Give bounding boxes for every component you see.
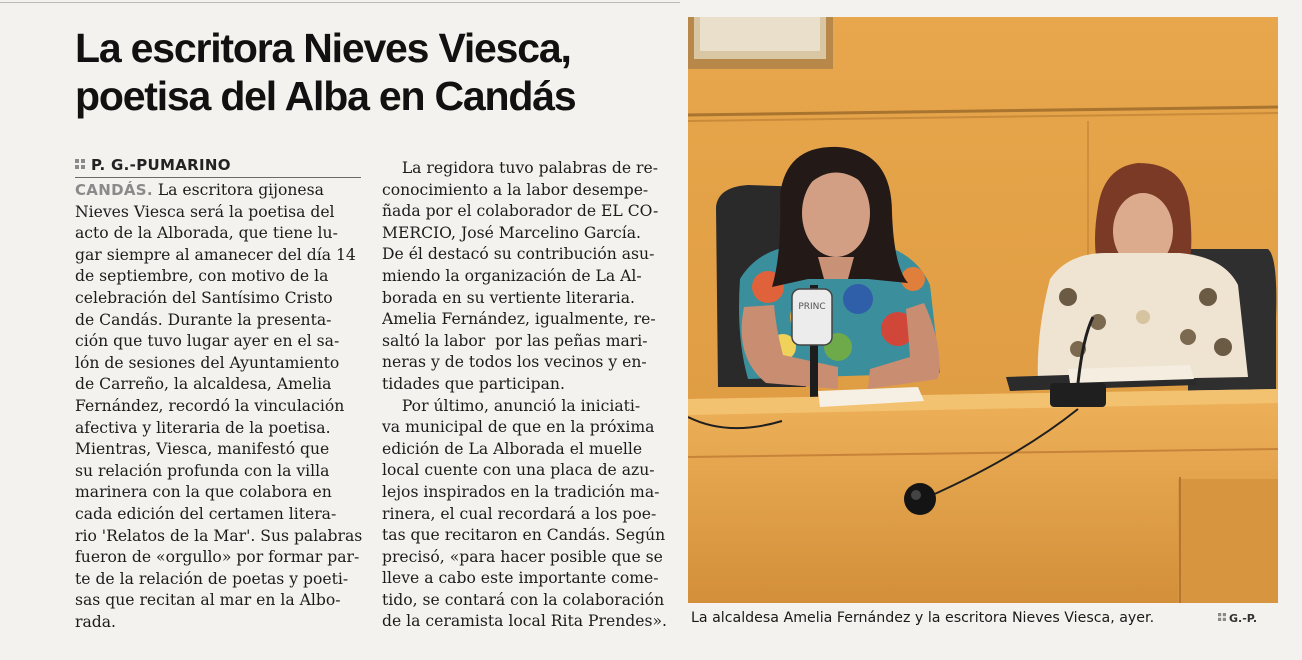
article-line: lejos inspirados en la tradición ma-: [382, 482, 660, 501]
article-line: de Candás. Durante la presenta-: [75, 310, 332, 329]
article-column-2: [382, 158, 668, 633]
article-line: miendo la organización de La Al-: [382, 266, 642, 285]
article-line: rada.: [75, 612, 116, 631]
article-line: marinera con la que colabora en: [75, 483, 332, 502]
article-line: tido, se contará con la colaboración: [382, 590, 665, 609]
article-line: gar siempre al amanecer del día 14: [75, 245, 356, 264]
article-line: Por último, anunció la iniciati-: [382, 396, 641, 415]
article-line: ción que tuvo lugar ayer en el sa-: [75, 332, 340, 351]
article-line: celebración del Santísimo Cristo: [75, 288, 333, 307]
article-line: La regidora tuvo palabras de re-: [382, 159, 659, 177]
photo-credit: [1218, 612, 1257, 625]
headline: [75, 24, 675, 120]
dateline: CANDÁS.: [75, 181, 153, 199]
article-line: acto de la Alborada, que tiene lu-: [75, 224, 338, 243]
article-line: afectiva y literaria de la poetisa.: [75, 418, 331, 437]
article-line: de la ceramista local Rita Prendes».: [382, 612, 667, 631]
article-line: Fernández, recordó la vinculación: [75, 396, 345, 415]
news-photo: [688, 17, 1278, 603]
article-line: tidades que participan.: [382, 374, 565, 393]
headline-line-1: La escritora Nieves Viesca,: [75, 25, 571, 71]
article-line: de septiembre, con motivo de la: [75, 267, 329, 286]
article-line: fueron de «orgullo» por formar par-: [75, 548, 360, 567]
article-line: conocimiento a la labor desempe-: [382, 180, 649, 199]
top-rule: [0, 2, 680, 3]
headline-line-2: poetisa del Alba en Candás: [75, 73, 576, 119]
credit-dots-icon: [1218, 613, 1226, 621]
article-line: rio 'Relatos de la Mar'. Sus palabras: [75, 526, 363, 545]
article-line: lón de sesiones del Ayuntamiento: [75, 353, 340, 372]
byline: [75, 156, 231, 174]
byline-author: P. G.-PUMARINO: [91, 156, 231, 174]
article-line: de Carreño, la alcaldesa, Amelia: [75, 375, 332, 394]
article-line: neras y de todos los vecinos y en-: [382, 353, 647, 372]
article-line: saltó la labor por las peñas mari-: [382, 331, 648, 350]
photo-caption: La alcaldesa Amelia Fernández y la escritora Nieves Viesca, ayer.: [691, 610, 1155, 626]
article-line: edición de La Alborada el muelle: [382, 439, 643, 458]
article-line: sas que recitan al mar en la Albo-: [75, 591, 341, 610]
article-line: [75, 180, 361, 202]
article-line: va municipal de que en la próxima: [382, 418, 655, 437]
article-line: rinera, el cual recordará a los poe-: [382, 504, 657, 523]
article-line: su relación profunda con la villa: [75, 461, 330, 480]
article-line: lleve a cabo este importante come-: [382, 569, 659, 588]
byline-rule: [75, 177, 361, 178]
article-line: te de la relación de poetas y poeti-: [75, 569, 349, 588]
mic-label: PRINC: [798, 302, 826, 312]
article-line: MERCIO, José Marcelino García.: [382, 223, 642, 242]
first-line-text: La escritora gijonesa: [157, 181, 324, 199]
article-line: Nieves Viesca será la poetisa del: [75, 202, 335, 221]
article-line: Amelia Fernández, igualmente, re-: [382, 310, 656, 329]
photo-illustration: [688, 17, 1278, 603]
article-line: Mientras, Viesca, manifestó que: [75, 440, 330, 459]
article-line: ñada por el colaborador de EL CO-: [382, 202, 659, 221]
byline-dots-icon: [75, 159, 85, 169]
article-line: borada en su vertiente literaria.: [382, 288, 635, 307]
article-line: cada edición del certamen litera-: [75, 504, 337, 523]
article-line: De él destacó su contribución asu-: [382, 245, 655, 264]
article-line: local cuente con una placa de azu-: [382, 461, 655, 480]
article-line: tas que recitaron en Candás. Según: [382, 526, 666, 545]
photo-credit-text: G.-P.: [1229, 612, 1257, 625]
article-column-1: [75, 180, 361, 633]
article-line: precisó, «para hacer posible que se: [382, 547, 663, 566]
